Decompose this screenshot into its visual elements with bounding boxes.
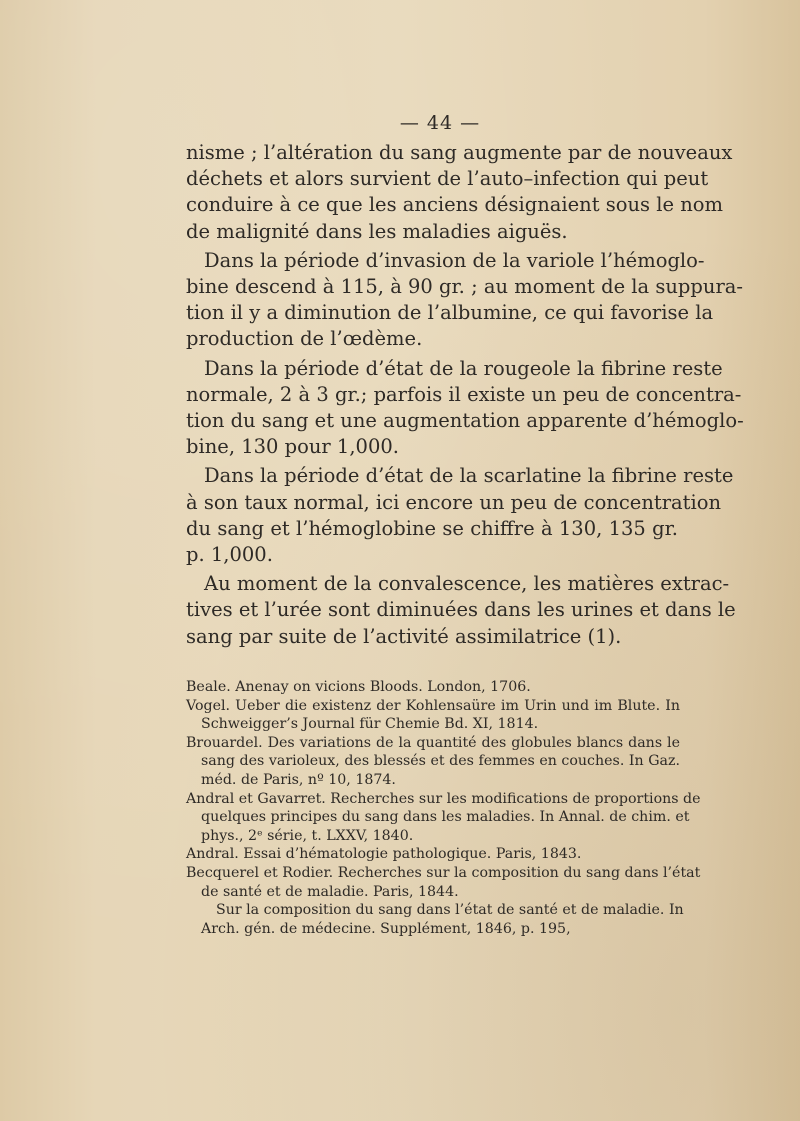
paragraph	[186, 248, 743, 353]
text-line: tion il y a diminution de l’albumine, ce qui favorise la	[186, 301, 714, 325]
text-line: Dans la période d’état de la rougeole la fibrine reste	[204, 356, 723, 380]
text-line: normale, 2 à 3 gr.; parfois il existe un peu de concentra-	[186, 382, 742, 406]
footnote-line: Beale. Anenay on vicions Bloods. London, 1706.	[186, 679, 531, 695]
footnote-line: Schweigger’s Journal für Chemie Bd. XI, 1814.	[201, 716, 539, 733]
text-line: production de l’œdème.	[186, 327, 423, 351]
footnote-line: Vogel. Ueber die existenz der Kohlensaüre im Urin und im Blute. In	[186, 697, 680, 714]
text-line: à son taux normal, ici encore un peu de concentration	[186, 490, 722, 514]
footnote-line: Arch. gén. de médecine. Supplément, 1846, p. 195,	[201, 920, 571, 937]
text-line: tion du sang et une augmentation apparente d’hémoglo-	[186, 409, 744, 433]
footnote-line: Becquerel et Rodier. Recherches sur la composition du sang dans l’état	[186, 864, 701, 881]
footnote-line: méd. de Paris, nº 10, 1874.	[201, 771, 396, 788]
text-line: Au moment de la convalescence, les matières extrac-	[204, 572, 730, 596]
footnote	[186, 678, 680, 697]
paragraph	[186, 463, 734, 568]
footnote	[186, 845, 680, 864]
page-number: — 44 —	[399, 112, 481, 134]
text-line: bine descend à 115, à 90 gr. ; au moment de la suppura-	[186, 275, 743, 299]
text-line: du sang et l’hémoglobine se chiffre à 130, 135 gr.	[186, 516, 678, 540]
text-line: Dans la période d’invasion de la variole l’hémoglo-	[204, 248, 705, 272]
paragraph	[186, 140, 733, 245]
text-line: nisme ; l’altération du sang augmente par de nouveaux	[186, 141, 733, 164]
text-line: déchets et alors survient de l’auto–infection qui peut	[186, 167, 709, 191]
footnote	[186, 734, 680, 790]
footnote-line: sang des varioleux, des blessés et des femmes en couches. In Gaz.	[201, 753, 680, 770]
text-line: de malignité dans les maladies aiguës.	[186, 219, 568, 243]
text-line: p. 1,000.	[186, 543, 273, 567]
footnote-line: Andral. Essai d’hématologie pathologique. Paris, 1843.	[186, 846, 582, 863]
footnote-line: quelques principes du sang dans les maladies. In Annal. de chim. et	[201, 809, 690, 826]
paragraph	[186, 571, 736, 650]
footnote	[186, 697, 680, 734]
footnote-line: Sur la composition du sang dans l’état de santé et de maladie. In	[216, 902, 684, 919]
text-line: Dans la période d’état de la scarlatine la fibrine reste	[204, 464, 734, 488]
footnote-line: de santé et de maladie. Paris, 1844.	[201, 883, 459, 900]
footnote-line: Andral et Gavarret. Recherches sur les modifications de proportions de	[186, 790, 701, 807]
footnote	[186, 901, 684, 938]
text-line: tives et l’urée sont diminuées dans les urines et dans le	[186, 598, 736, 622]
footnote	[186, 864, 701, 901]
footnote	[186, 790, 701, 846]
paragraph	[186, 356, 744, 461]
text-line: sang par suite de l’activité assimilatrice (1).	[186, 624, 622, 648]
footnotes	[186, 678, 701, 938]
footnote-line: phys., 2ᵉ série, t. LXXV, 1840.	[201, 827, 414, 844]
body-text	[186, 140, 744, 653]
text-line: conduire à ce que les anciens désignaient sous le nom	[186, 193, 724, 217]
footnote-line: Brouardel. Des variations de la quantité des globules blancs dans le	[186, 734, 680, 751]
text-line: bine, 130 pour 1,000.	[186, 435, 399, 459]
